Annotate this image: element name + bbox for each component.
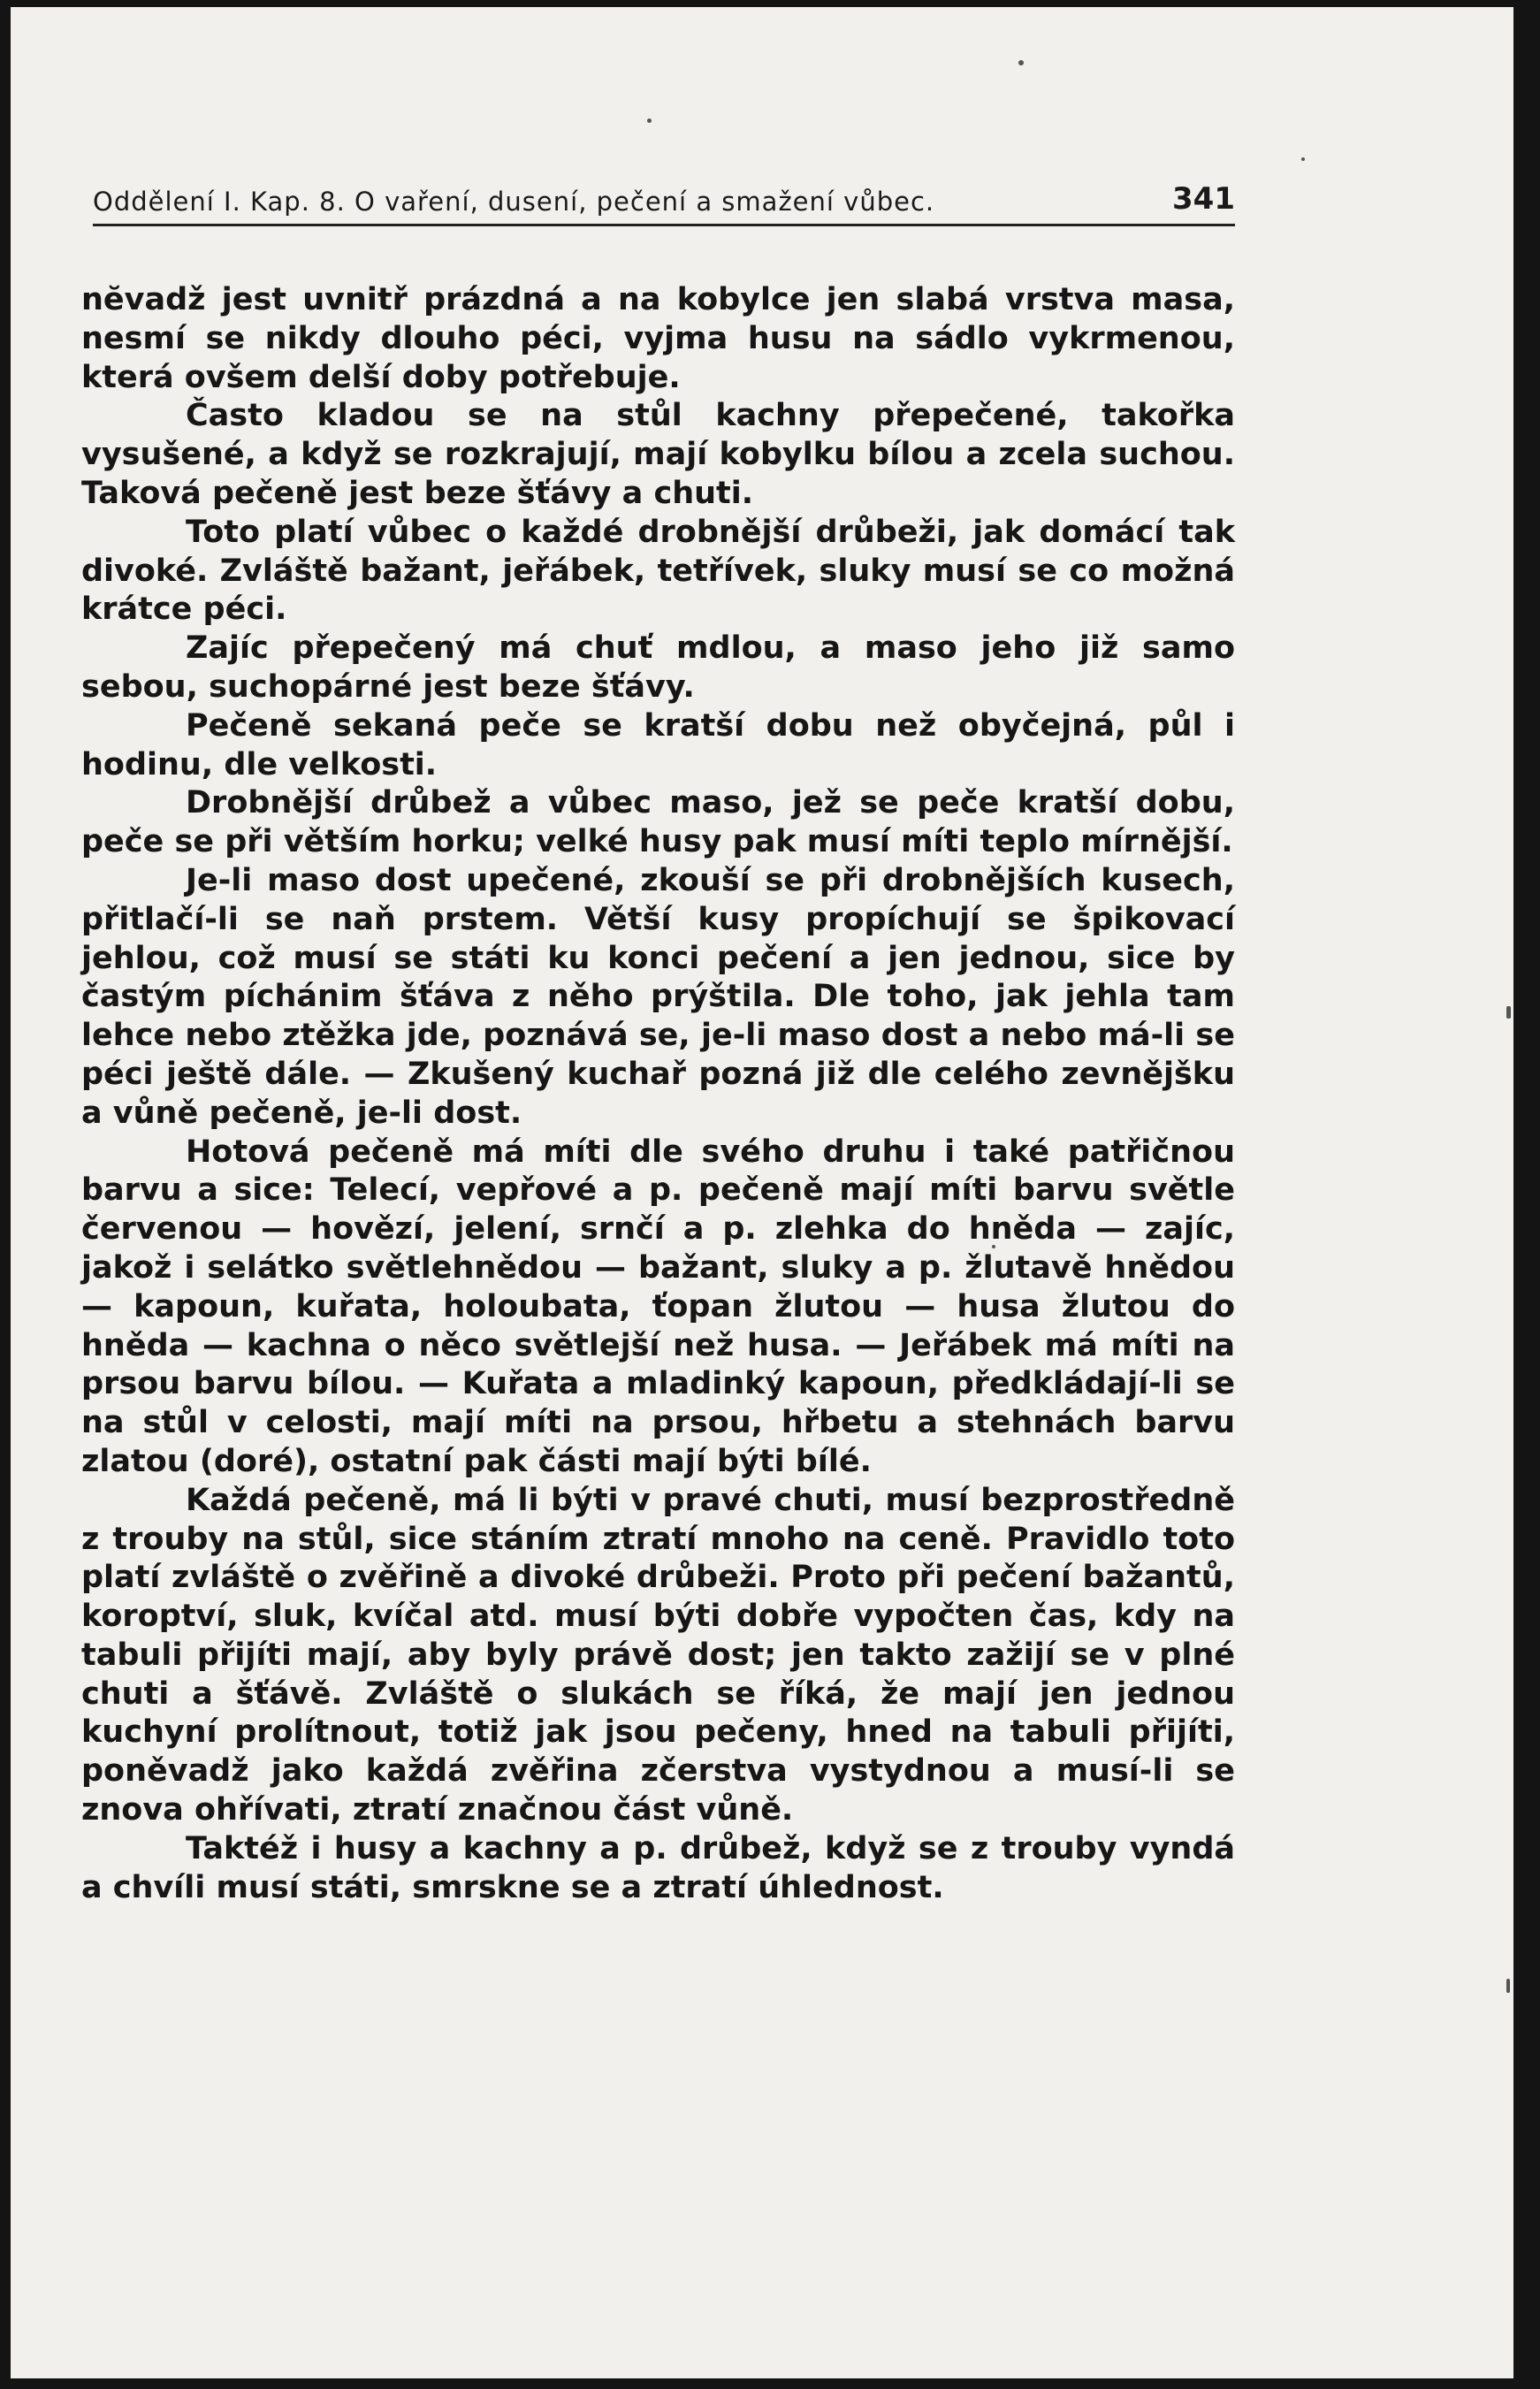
paragraph: nĕvadž jest uvnitř prázdná a na kobylce jen slabá vrstva masa, nesmí se nikdy dlouho péci, vyjma husu na sádlo vykrmenou, která ovšem delší doby potřebuje. <box>81 282 1235 395</box>
paragraph: Hotová pečeně má míti dle svého druhu i také patřičnou barvu a sice: Telecí, vepřové a p. pečeně mají míti barvu světle červenou — hovězí, jelení, srnčí a p. zlehka do hněda — zajíc, jakož i selátko světlehnědou — bažant, sluky a p. žlutavě hnědou — kapoun, kuřata, holoubata, ťopan žlutou — husa žlutou do hněda — kachna o něco světlejší než husa. — Jeřábek má míti na prsou barvu bílou. — Kuřata a mladinký kapoun, předkládají-li se na stůl v celosti, mají míti na prsou, hřbetu a stehnách barvu zlatou (doré), ostatní pak části mají býti bílé. <box>81 1133 1235 1479</box>
paragraph: Drobnější drůbež a vůbec maso, jež se peče kratší dobu, peče se při větším horku; velké husy pak musí míti teplo mírnější. <box>81 785 1235 860</box>
paragraph: Každá pečeně, má li býti v pravé chuti, musí bezprostředně z trouby na stůl, sice stáním ztratí mnoho na ceně. Pravidlo toto platí zvláště o zvěřině a divoké drůbeži. Proto při pečení bažantů, koroptví, sluk, kvíčal atd. musí býti dobře vypočten čas, kdy na tabuli přijíti mají, aby byly právě dost; jen takto zažijí se v plné chuti a šťávě. Zvláště o slukách se říká, že mají jen jednou kuchyní prolítnout, totiž jak jsou pečeny, hned na tabuli přijíti, poněvadž jako každá zvěřina zčerstva vystydnou a musí-li se znova ohřívati, ztratí značnou část vůně. <box>81 1482 1235 1828</box>
running-header <box>93 181 1235 226</box>
paragraph: Pečeně sekaná peče se kratší dobu než obyčejná, půl i hodinu, dle velkosti. <box>81 707 1235 782</box>
page-number: 341 <box>1172 181 1235 217</box>
header-title: Oddělení I. Kap. 8. O vaření, dusení, pečení a smažení vůbec. <box>93 187 935 217</box>
paragraph: Je-li maso dost upečené, zkouší se při drobnějších kusech, přitlačí-li se naň prstem. Větší kusy propíchují se špikovací jehlou, což musí se státi ku konci pečení a jen jednou, sice by častým píchánim šťáva z něho prýštila. Dle toho, jak jehla tam lehce nebo ztěžka jde, poznává se, je-li maso dost a nebo má-li se péci ještě dále. — Zkušený kuchař pozná již dle celého zevnějšku a vůně pečeně, je-li dost. <box>81 862 1235 1131</box>
paragraph: Zajíc přepečený má chuť mdlou, a maso jeho již samo sebou, suchopárné jest beze šťávy. <box>81 630 1235 705</box>
paragraph: Taktéž i husy a kachny a p. drůbež, když se z trouby vyndá a chvíli musí státi, smrskne se a ztratí úhlednost. <box>81 1830 1235 1905</box>
paragraph: Často kladou se na stůl kachny přepečené, takořka vysušené, a když se rozkrajují, mají kobylku bílou a zcela suchou. Taková pečeně jest beze šťávy a chuti. <box>81 398 1235 511</box>
body-text <box>81 281 1235 1907</box>
paragraph: Toto platí vůbec o každé drobnější drůbeži, jak domácí tak divoké. Zvláště bažant, jeřábek, tetřívek, sluky musí se co možná krátce péci. <box>81 514 1235 628</box>
